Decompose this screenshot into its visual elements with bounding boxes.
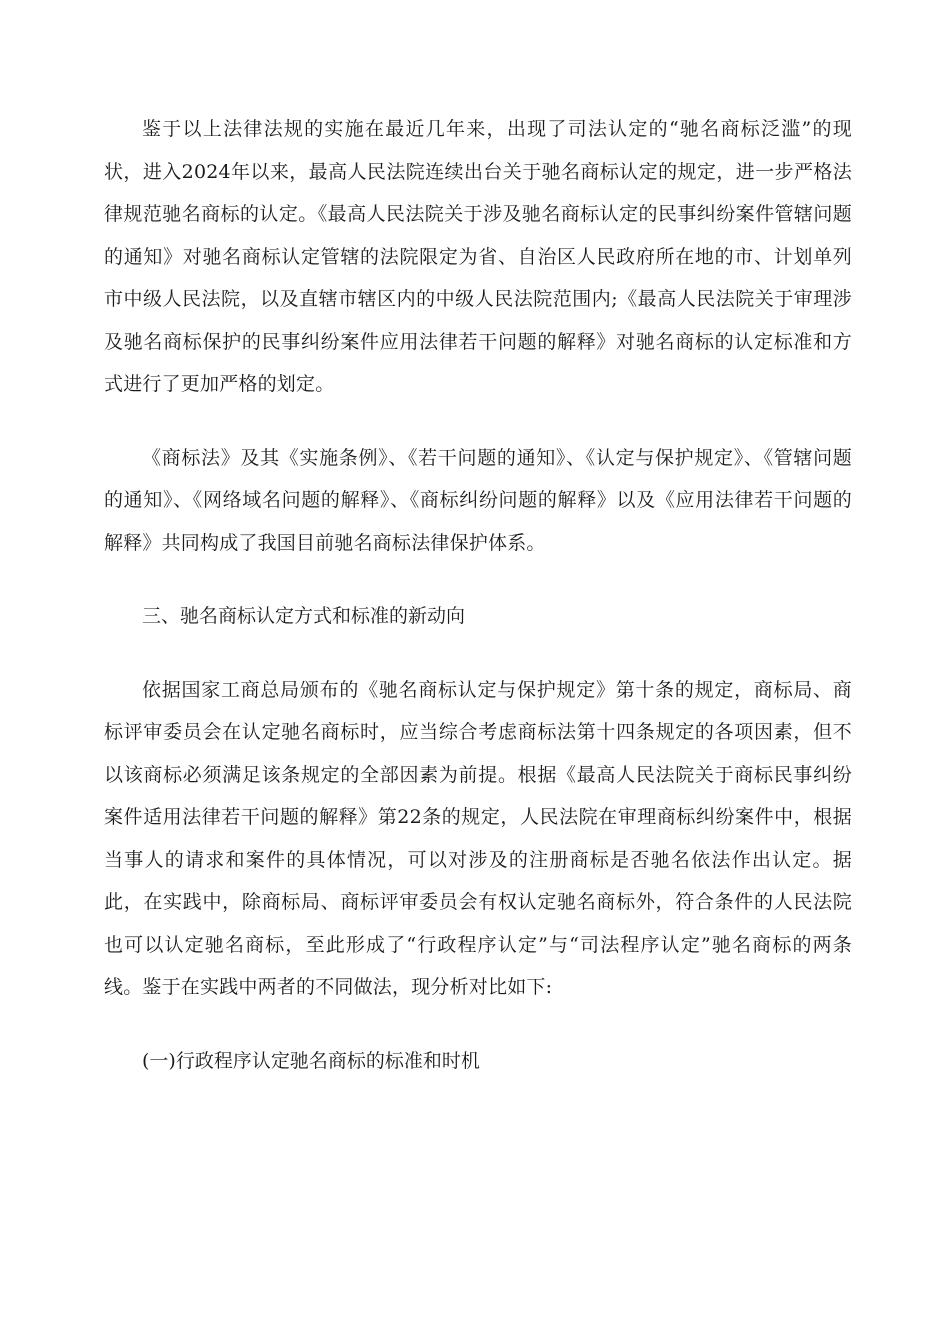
paragraph-legal-system: 《商标法》及其《实施条例》、《若干问题的通知》、《认定与保护规定》、《管辖问题的通知》、《网络域名问题的解释》、《商标纠纷问题的解释》以及《应用法律若干问题的解释》共同构成了我国目前驰名商标法律保护体系。 [104, 446, 852, 554]
subsection-heading-one: (一)行政程序认定驰名商标的标准和时机 [142, 1049, 480, 1072]
section-heading-three: 三、驰名商标认定方式和标准的新动向 [142, 605, 466, 627]
paragraph-recognition-methods: 依据国家工商总局颁布的《驰名商标认定与保护规定》第十条的规定，商标局、商标评审委员会在认定驰名商标时，应当综合考虑商标法第十四条规定的各项因素，但不以该商标必须满足该条规定的全部因素为前提。根据《最高人民法院关于商标民事纠纷案件适用法律若干问题的解释》第22条的规定，人民法院在审理商标纠纷案件中，根据当事人的请求和案件的具体情况，可以对涉及的注册商标是否驰名依法作出认定。据此，在实践中，除商标局、商标评审委员会有权认定驰名商标外，符合条件的人民法院也可以认定驰名商标，至此形成了“行政程序认定”与“司法程序认定”驰名商标的两条线。鉴于在实践中两者的不同做法，现分析对比如下: [104, 678, 852, 998]
document-body [104, 108, 852, 1082]
paragraph-judicial-recognition: 鉴于以上法律法规的实施在最近几年来，出现了司法认定的“驰名商标泛滥”的现状，进入2024年以来，最高人民法院连续出台关于驰名商标认定的规定，进一步严格法律规范驰名商标的认定。《最高人民法院关于涉及驰名商标认定的民事纠纷案件管辖问题的通知》对驰名商标认定管辖的法院限定为省、自治区人民政府所在地的市、计划单列市中级人民法院，以及直辖市辖区内的中级人民法院范围内;《最高人民法院关于审理涉及驰名商标保护的民事纠纷案件应用法律若干问题的解释》对驰名商标的认定标准和方式进行了更加严格的划定。 [104, 118, 852, 395]
